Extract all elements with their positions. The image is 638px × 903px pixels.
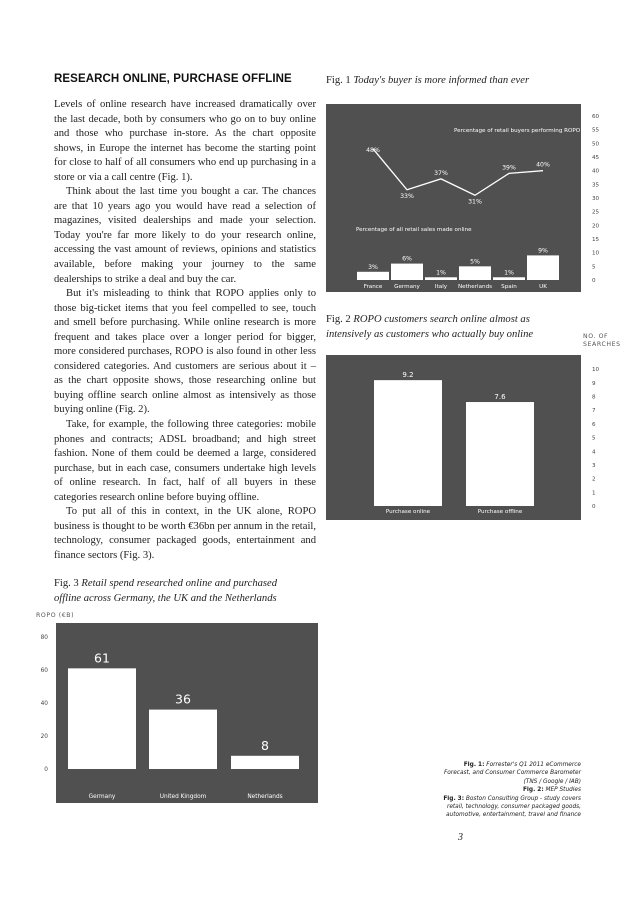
fig1-ytick: 30 — [592, 196, 600, 202]
paragraph: Levels of online research have increased dramatically over the last decade, both by consumers who go on to buy online and those who purchase in-store. As the chart opposite shows, in Europe the internet has become the starting point for close to half of all consumers who end up purchasing in a store or via a call centre (Fig. 1). — [54, 99, 316, 183]
fig1-bar — [425, 277, 457, 280]
fig2-bar — [466, 402, 534, 506]
fig1-line-legend: Percentage of retail buyers performing ROPO — [454, 128, 581, 134]
fig1-ytick: 35 — [592, 182, 600, 189]
fig1-bar — [493, 277, 525, 280]
fig3-bar-label: 36 — [175, 691, 191, 707]
fig1-line-label: 31% — [468, 198, 482, 206]
article-body — [54, 98, 316, 564]
fig3-bar — [231, 756, 299, 769]
fig1-title: Today's buyer is more informed than ever — [353, 75, 530, 86]
paragraph: Take, for example, the following three categories: mobile phones and contracts; ADSL broadband; and high street fashion. None of them could be deemed a large, considered purchase, but in each case, consumers undertake high levels of online research. In fact, half of all buyers in these categories research online before buying offline. — [54, 419, 316, 503]
fig3-ytick: 60 — [40, 668, 48, 674]
fig2-ytick: 5 — [592, 435, 596, 442]
fig3-ytick: 80 — [40, 635, 48, 641]
fig1-bar-label: 5% — [470, 258, 480, 266]
fig2-bar — [374, 380, 442, 506]
fig1-bar — [357, 272, 389, 280]
fig1-bar-label: 1% — [504, 269, 514, 277]
fig1-bar-label: 3% — [368, 263, 378, 271]
fig1-bar — [391, 264, 423, 280]
fig1-ytick: 50 — [592, 141, 600, 148]
fig3-number: Fig. 3 — [54, 578, 79, 589]
paragraph: But it's misleading to think that ROPO applies only to those big-ticket items that you feel compelled to see, touch and smell before purchasing. While online research is more frequent and takes place over a longer period for bigger, more considered purchases, ROPO is also found in other less considered categories. And customers are serious about it – as the chart opposite shows, those researching online but buying offline search online almost as intensively as those buying online (Fig. 2). — [54, 288, 316, 416]
fig1-bar-label: 9% — [538, 247, 548, 255]
fig1-ytick: 45 — [592, 155, 600, 161]
fig3-caption — [54, 577, 304, 606]
fig1-ytick: 40 — [592, 168, 600, 175]
fig2-ytick: 10 — [592, 367, 600, 374]
fig1-ytick: 20 — [592, 223, 600, 230]
fig2-xlabel: Purchase online — [385, 509, 431, 515]
fig1-bar — [459, 266, 491, 280]
fig2-title: ROPO customers search online almost as intensively as customers who actually buy online — [326, 314, 534, 340]
fig1-ytick: 0 — [592, 278, 596, 284]
fig1-chart — [326, 104, 606, 296]
figure-sources — [441, 761, 581, 820]
fig1-bar-label: 6% — [402, 255, 412, 263]
fig3-bar — [68, 668, 136, 769]
fig2-axis-header: NO. OF SEARCHES — [583, 333, 621, 348]
article-heading: RESEARCH ONLINE, PURCHASE OFFLINE — [54, 73, 292, 85]
fig1-line-label: 48% — [366, 146, 380, 154]
fig1-ytick: 60 — [592, 114, 600, 120]
fig2-panel — [326, 355, 581, 520]
fig1-xlabel: France — [363, 284, 383, 290]
fig3-bar-label: 8 — [261, 737, 269, 753]
fig2-ytick: 8 — [592, 394, 596, 401]
fig1-xlabel: Italy — [434, 284, 448, 290]
fig3-xlabel: United Kingdom — [159, 794, 207, 800]
fig3-ytick: 20 — [40, 734, 48, 740]
fig3-ytick: 0 — [44, 767, 48, 773]
fig1-ytick: 55 — [592, 127, 600, 134]
fig2-xlabel: Purchase offline — [477, 509, 523, 515]
fig2-ytick: 1 — [592, 490, 596, 497]
page-number: 3 — [458, 832, 463, 843]
fig1-xlabel: Germany — [394, 284, 420, 290]
fig3-xlabel: Netherlands — [247, 794, 283, 800]
source-item: Fig. 3: Boston Consulting Group - study covers retail, technology, consumer packaged goods, automotive, entertainment, travel and finance — [443, 795, 581, 819]
fig1-bar-label: 1% — [436, 269, 446, 277]
fig1-line-label: 40% — [536, 161, 550, 169]
fig1-ytick: 15 — [592, 237, 600, 243]
fig1-number: Fig. 1 — [326, 75, 351, 86]
fig2-ytick: 4 — [592, 449, 596, 456]
fig1-xlabel: Spain — [501, 284, 517, 290]
fig2-ytick: 0 — [592, 504, 596, 510]
fig2-number: Fig. 2 — [326, 314, 351, 325]
fig1-bar-legend: Percentage of all retail sales made online — [356, 227, 472, 233]
fig1-ytick: 25 — [592, 209, 600, 216]
fig2-chart — [326, 355, 606, 523]
fig3-chart — [28, 623, 318, 803]
fig1-line-label: 39% — [502, 164, 516, 172]
fig2-bar-label: 7.6 — [494, 393, 506, 402]
fig2-ytick: 6 — [592, 421, 596, 428]
fig2-ytick: 3 — [592, 462, 596, 469]
fig3-bar — [149, 710, 217, 769]
fig1-bar — [527, 255, 559, 280]
source-item: Fig. 1: Forrester's Q1 2011 eCommerce Forecast, and Consumer Commerce Barometer (TNS / Google / IAB) — [443, 762, 581, 785]
source-item: Fig. 2: MEP Studies — [522, 787, 581, 794]
fig3-axis-header: ROPO (€B) — [36, 612, 75, 619]
fig2-bar-label: 9.2 — [402, 371, 414, 380]
paragraph: To put all of this in context, in the UK alone, ROPO business is thought to be worth €36bn per annum in the retail, technology, consumer packaged goods, entertainment and finance sectors (Fig. 3). — [54, 506, 316, 561]
fig1-ytick: 10 — [592, 250, 600, 257]
fig3-bar-label: 61 — [94, 650, 110, 666]
fig3-title: Retail spend researched online and purchased offline across Germany, the UK and the Netherlands — [54, 578, 278, 604]
paragraph: Think about the last time you bought a car. The chances are that 10 years ago you would have read a selection of magazines, visited dealerships and made your selection. Today you're far more likely to do your research online, accessing the vast amount of reviews, opinions and statistics available, before making your journey to the same dealerships to strike a deal and buy the car. — [54, 186, 316, 285]
fig3-ytick: 40 — [40, 701, 48, 707]
fig1-caption — [326, 74, 596, 89]
fig1-line-label: 37% — [434, 169, 448, 177]
fig2-ytick: 9 — [592, 380, 596, 387]
fig2-ytick: 7 — [592, 408, 596, 415]
fig2-ytick: 2 — [592, 476, 596, 483]
fig1-xlabel: Netherlands — [457, 284, 493, 290]
fig2-caption — [326, 313, 558, 342]
fig1-ytick: 5 — [592, 264, 596, 271]
fig3-xlabel: Germany — [88, 794, 116, 800]
fig1-xlabel: UK — [539, 284, 547, 290]
fig1-line-label: 33% — [400, 192, 414, 200]
